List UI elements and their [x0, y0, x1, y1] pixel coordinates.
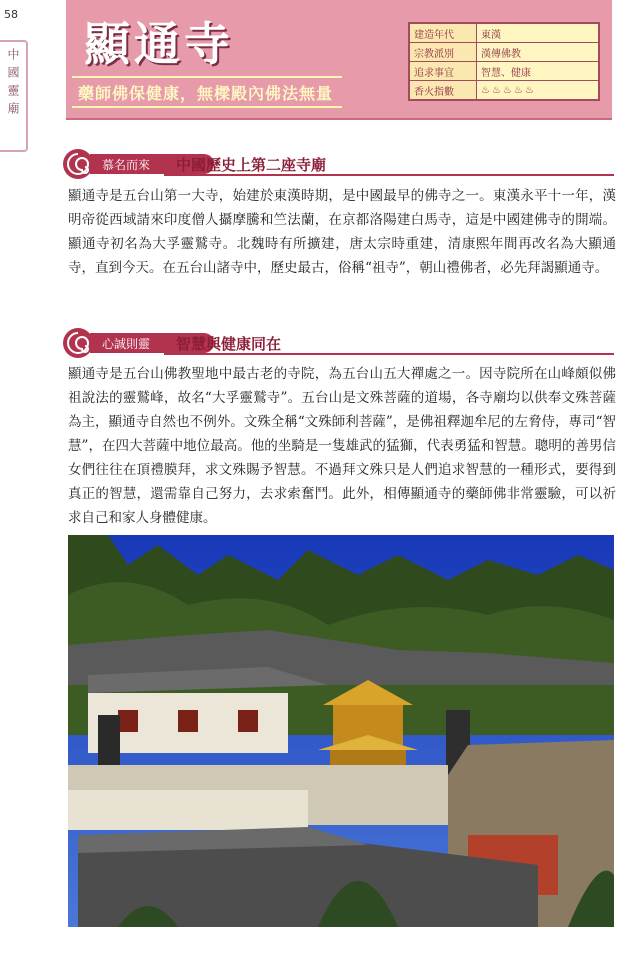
info-value: 智慧、健康	[477, 62, 600, 81]
section-tag-label: 心誠則靈	[102, 337, 151, 351]
section-heading-2	[60, 325, 616, 365]
page-title: 顯通寺	[84, 17, 234, 71]
info-key: 追求事宜	[409, 62, 477, 81]
incense-rating: ♨♨♨♨♨	[477, 81, 600, 101]
info-key: 香火指數	[409, 81, 477, 101]
section-body: 顯通寺是五台山第一大寺，始建於東漢時期，是中國最早的佛寺之一。東漢永平十一年，漢明帝從西域請來印度僧人攝摩騰和竺法蘭，在京都洛陽建白馬寺，這是中國建佛寺的開端。顯通寺初名為大孚靈鷲寺。北魏時有所擴建，唐太宗時重建，清康熙年間再改名為大顯通寺，直到今天。在五台山諸寺中，歷史最古，俗稱“祖寺”，朝山禮佛者，必先拜謁顯通寺。	[68, 188, 616, 276]
chapter-side-tab	[0, 40, 28, 152]
info-row	[409, 43, 599, 62]
info-value: 東漢	[477, 23, 600, 43]
section-heading-1	[60, 146, 616, 186]
info-table	[408, 22, 600, 101]
section-tag-label: 慕名而來	[102, 158, 151, 172]
temple-photo	[68, 535, 614, 927]
page-subtitle: 藥師佛保健康，無樑殿內佛法無量	[78, 84, 334, 103]
info-key: 建造年代	[409, 23, 477, 43]
chapter-side-tab-label: 中國靈廟	[6, 48, 20, 120]
info-row	[409, 23, 599, 43]
info-row	[409, 81, 599, 101]
section-heading: 中國歷史上第二座寺廟	[176, 156, 327, 174]
section-body: 顯通寺是五台山佛教聖地中最古老的寺院，為五台山五大禪處之一。因寺院所在山峰頗似佛祖說法的靈鷲峰，故名“大孚靈鷲寺”。五台山是文殊菩薩的道場，各寺廟均以供奉文殊菩薩為主，顯通寺自然也不例外。文殊全稱“文殊師利菩薩”，是佛祖釋迦牟尼的左脅侍，專司“智慧”，在四大菩薩中地位最高。他的坐騎是一隻雄武的猛獅，代表勇猛和智慧。聰明的善男信女們往往在頂禮膜拜，求文殊賜予智慧。不過拜文殊只是人們追求智慧的一種形式，要得到真正的智慧，還需靠自己努力，去求索奮鬥。此外，相傳顯通寺的藥師佛非常靈驗，可以祈求自己和家人身體健康。	[68, 366, 616, 526]
section-heading: 智慧與健康同在	[176, 335, 282, 353]
info-value: 漢傳佛教	[477, 43, 600, 62]
info-key: 宗教派別	[409, 43, 477, 62]
page-number: 58	[4, 8, 18, 21]
info-row	[409, 62, 599, 81]
header-divider	[66, 118, 612, 120]
